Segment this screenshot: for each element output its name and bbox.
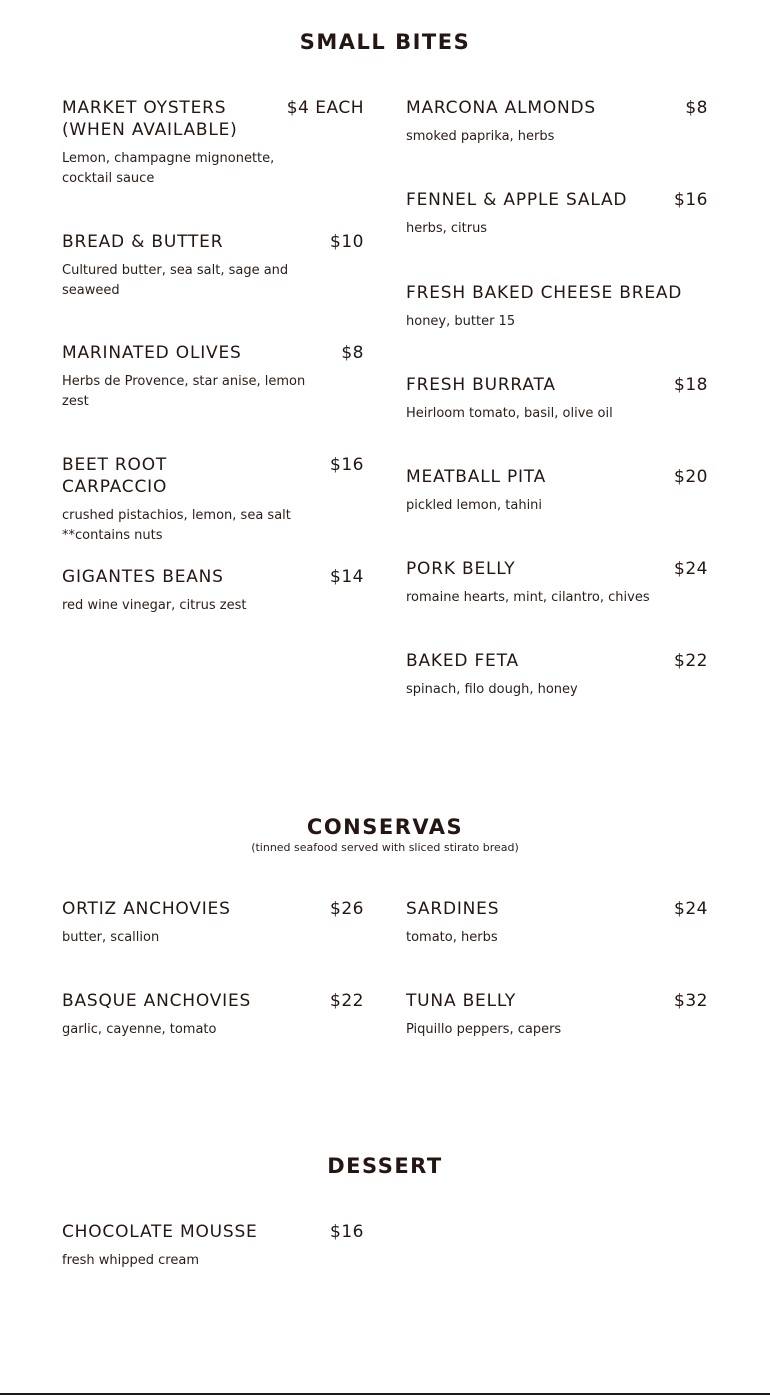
item-name: PORK BELLY (406, 559, 516, 579)
section-subtitle-conservas: (tinned seafood served with sliced stirato bread) (251, 841, 519, 854)
item-description: Lemon, champagne mignonette, cocktail sauce (62, 151, 275, 186)
menu-item-sardines (406, 898, 708, 948)
item-name: BASQUE ANCHOVIES (62, 991, 252, 1011)
item-description: garlic, cayenne, tomato (62, 1022, 217, 1037)
item-description: Piquillo peppers, capers (406, 1022, 562, 1037)
item-name: TUNA BELLY (406, 991, 517, 1011)
item-price: $16 (330, 1222, 364, 1242)
item-description: fresh whipped cream (62, 1253, 199, 1268)
item-price: $24 (674, 899, 708, 919)
menu-item-baked-feta (406, 650, 708, 700)
item-description: honey, butter 15 (406, 314, 516, 329)
item-name: FRESH BAKED CHEESE BREAD (406, 283, 683, 303)
section-title-conservas: CONSERVAS (306, 815, 464, 839)
item-name: BAKED FETA (406, 651, 519, 671)
item-name: GIGANTES BEANS (62, 567, 224, 587)
menu-item-marinated-olives (62, 342, 364, 412)
menu-item-tuna-belly (406, 990, 708, 1040)
item-name: MEATBALL PITA (406, 467, 547, 487)
item-name: SARDINES (406, 899, 500, 919)
item-description: red wine vinegar, citrus zest (62, 598, 247, 613)
item-price: $24 (674, 559, 708, 579)
section-title-dessert: DESSERT (327, 1154, 443, 1178)
item-price: $10 (330, 232, 364, 252)
item-description: herbs, citrus (406, 221, 488, 236)
item-price: $26 (330, 899, 364, 919)
menu-item-market-oysters (62, 97, 364, 189)
menu-item-gigantes-beans (62, 566, 364, 616)
item-name: MARKET OYSTERS (WHEN AVAILABLE) (62, 98, 238, 140)
item-description: butter, scallion (62, 930, 160, 945)
item-price: $20 (674, 467, 708, 487)
item-price: $4 EACH (286, 98, 364, 118)
menu-item-fresh-baked-cheese-bread (406, 282, 708, 332)
item-description: Herbs de Provence, star anise, lemon zest (62, 374, 306, 409)
item-price: $22 (674, 651, 708, 671)
item-price: $22 (330, 991, 364, 1011)
item-price: $32 (674, 991, 708, 1011)
menu-item-fresh-burrata (406, 374, 708, 424)
item-description: romaine hearts, mint, cilantro, chives (406, 590, 650, 605)
menu-item-beet-root-carpaccio (62, 454, 364, 546)
menu-item-meatball-pita (406, 466, 708, 516)
item-name: BEET ROOT CARPACCIO (62, 455, 168, 497)
item-description: smoked paprika, herbs (406, 129, 555, 144)
item-price: $14 (330, 567, 364, 587)
item-description: tomato, herbs (406, 930, 498, 945)
item-name: BREAD & BUTTER (62, 232, 224, 252)
item-description: spinach, filo dough, honey (406, 682, 578, 697)
item-name: MARINATED OLIVES (62, 343, 242, 363)
bottom-divider (0, 1393, 770, 1395)
item-price: $18 (674, 375, 708, 395)
item-price: $8 (685, 98, 708, 118)
item-name: ORTIZ ANCHOVIES (62, 899, 231, 919)
item-name: FRESH BURRATA (406, 375, 556, 395)
menu-item-marcona-almonds (406, 97, 708, 147)
menu-item-pork-belly (406, 558, 708, 608)
menu-item-fennel-apple-salad (406, 189, 708, 239)
item-price: $16 (674, 190, 708, 210)
item-price: $16 (330, 455, 364, 475)
item-name: FENNEL & APPLE SALAD (406, 190, 628, 210)
item-description: Heirloom tomato, basil, olive oil (406, 406, 613, 421)
menu-item-bread-butter (62, 231, 364, 301)
item-name: MARCONA ALMONDS (406, 98, 597, 118)
menu-item-ortiz-anchovies (62, 898, 364, 948)
item-name: CHOCOLATE MOUSSE (62, 1222, 258, 1242)
menu-item-basque-anchovies (62, 990, 364, 1040)
item-description: crushed pistachios, lemon, sea salt **contains nuts (62, 508, 291, 543)
item-price: $8 (341, 343, 364, 363)
section-title-small-bites: SMALL BITES (299, 30, 471, 54)
item-description: pickled lemon, tahini (406, 498, 543, 513)
menu-item-chocolate-mousse (62, 1221, 364, 1271)
item-description: Cultured butter, sea salt, sage and seaweed (62, 263, 289, 298)
